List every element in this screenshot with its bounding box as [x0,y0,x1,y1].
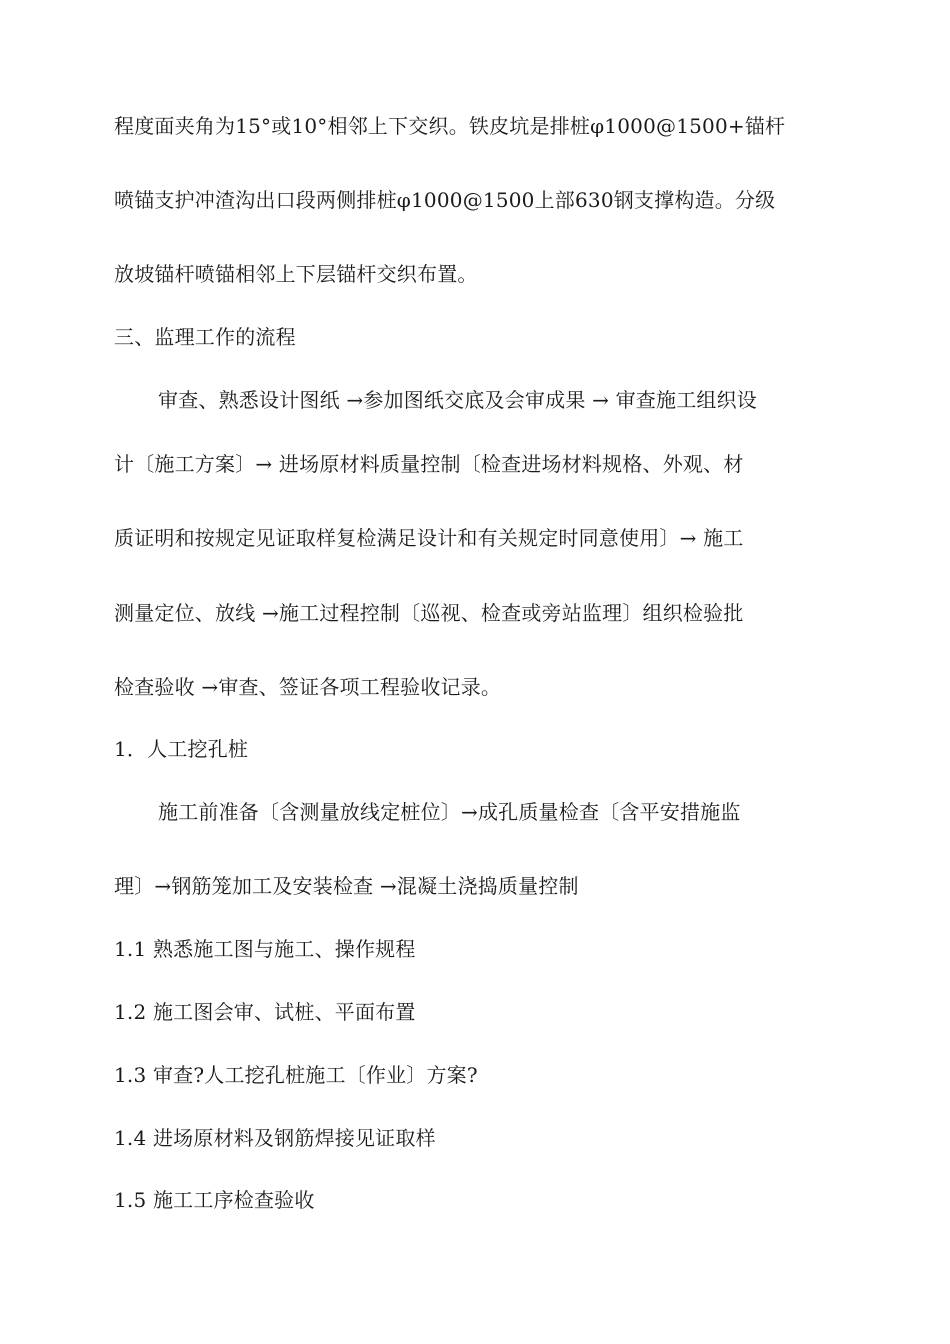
item-1-3: 1.3 审查?人工挖孔桩施工〔作业〕方案? [114,1063,478,1087]
item-1-4: 1.4 进场原材料及钢筋焊接见证取样 [114,1126,436,1150]
section-heading-3: 三、监理工作的流程 [114,325,296,349]
flow-paragraph-line-2: 计〔施工方案〕→ 进场原材料质量控制〔检查进场材料规格、外观、材 [114,452,744,476]
paragraph-line-1: 程度面夹角为15°或10°相邻上下交织。铁皮坑是排桩φ1000@1500+锚杆 [114,114,786,138]
flow-paragraph-line-3: 质证明和按规定见证取样复检满足设计和有关规定时同意使用〕→ 施工 [114,526,744,550]
subsection-heading-1: 1．人工挖孔桩 [114,737,249,761]
item-1-2: 1.2 施工图会审、试桩、平面布置 [114,1000,416,1024]
item-1-1: 1.1 熟悉施工图与施工、操作规程 [114,937,416,961]
pile-paragraph-line-1: 施工前准备〔含测量放线定桩位〕→成孔质量检查〔含平安措施监 [158,800,741,824]
paragraph-line-3: 放坡锚杆喷锚相邻上下层锚杆交织布置。 [114,262,478,286]
item-1-5: 1.5 施工工序检查验收 [114,1188,315,1212]
pile-paragraph-line-2: 理〕→钢筋笼加工及安装检查 →混凝土浇捣质量控制 [114,874,579,898]
flow-paragraph-line-5: 检查验收 →审查、签证各项工程验收记录。 [114,675,502,699]
flow-paragraph-line-4: 测量定位、放线 →施工过程控制〔巡视、检查或旁站监理〕组织检验批 [114,601,744,625]
paragraph-line-2: 喷锚支护冲渣沟出口段两侧排桩φ1000@1500上部630钢支撑构造。分级 [114,188,776,212]
flow-paragraph-line-1: 审查、熟悉设计图纸 →参加图纸交底及会审成果 → 审查施工组织设 [158,388,757,412]
